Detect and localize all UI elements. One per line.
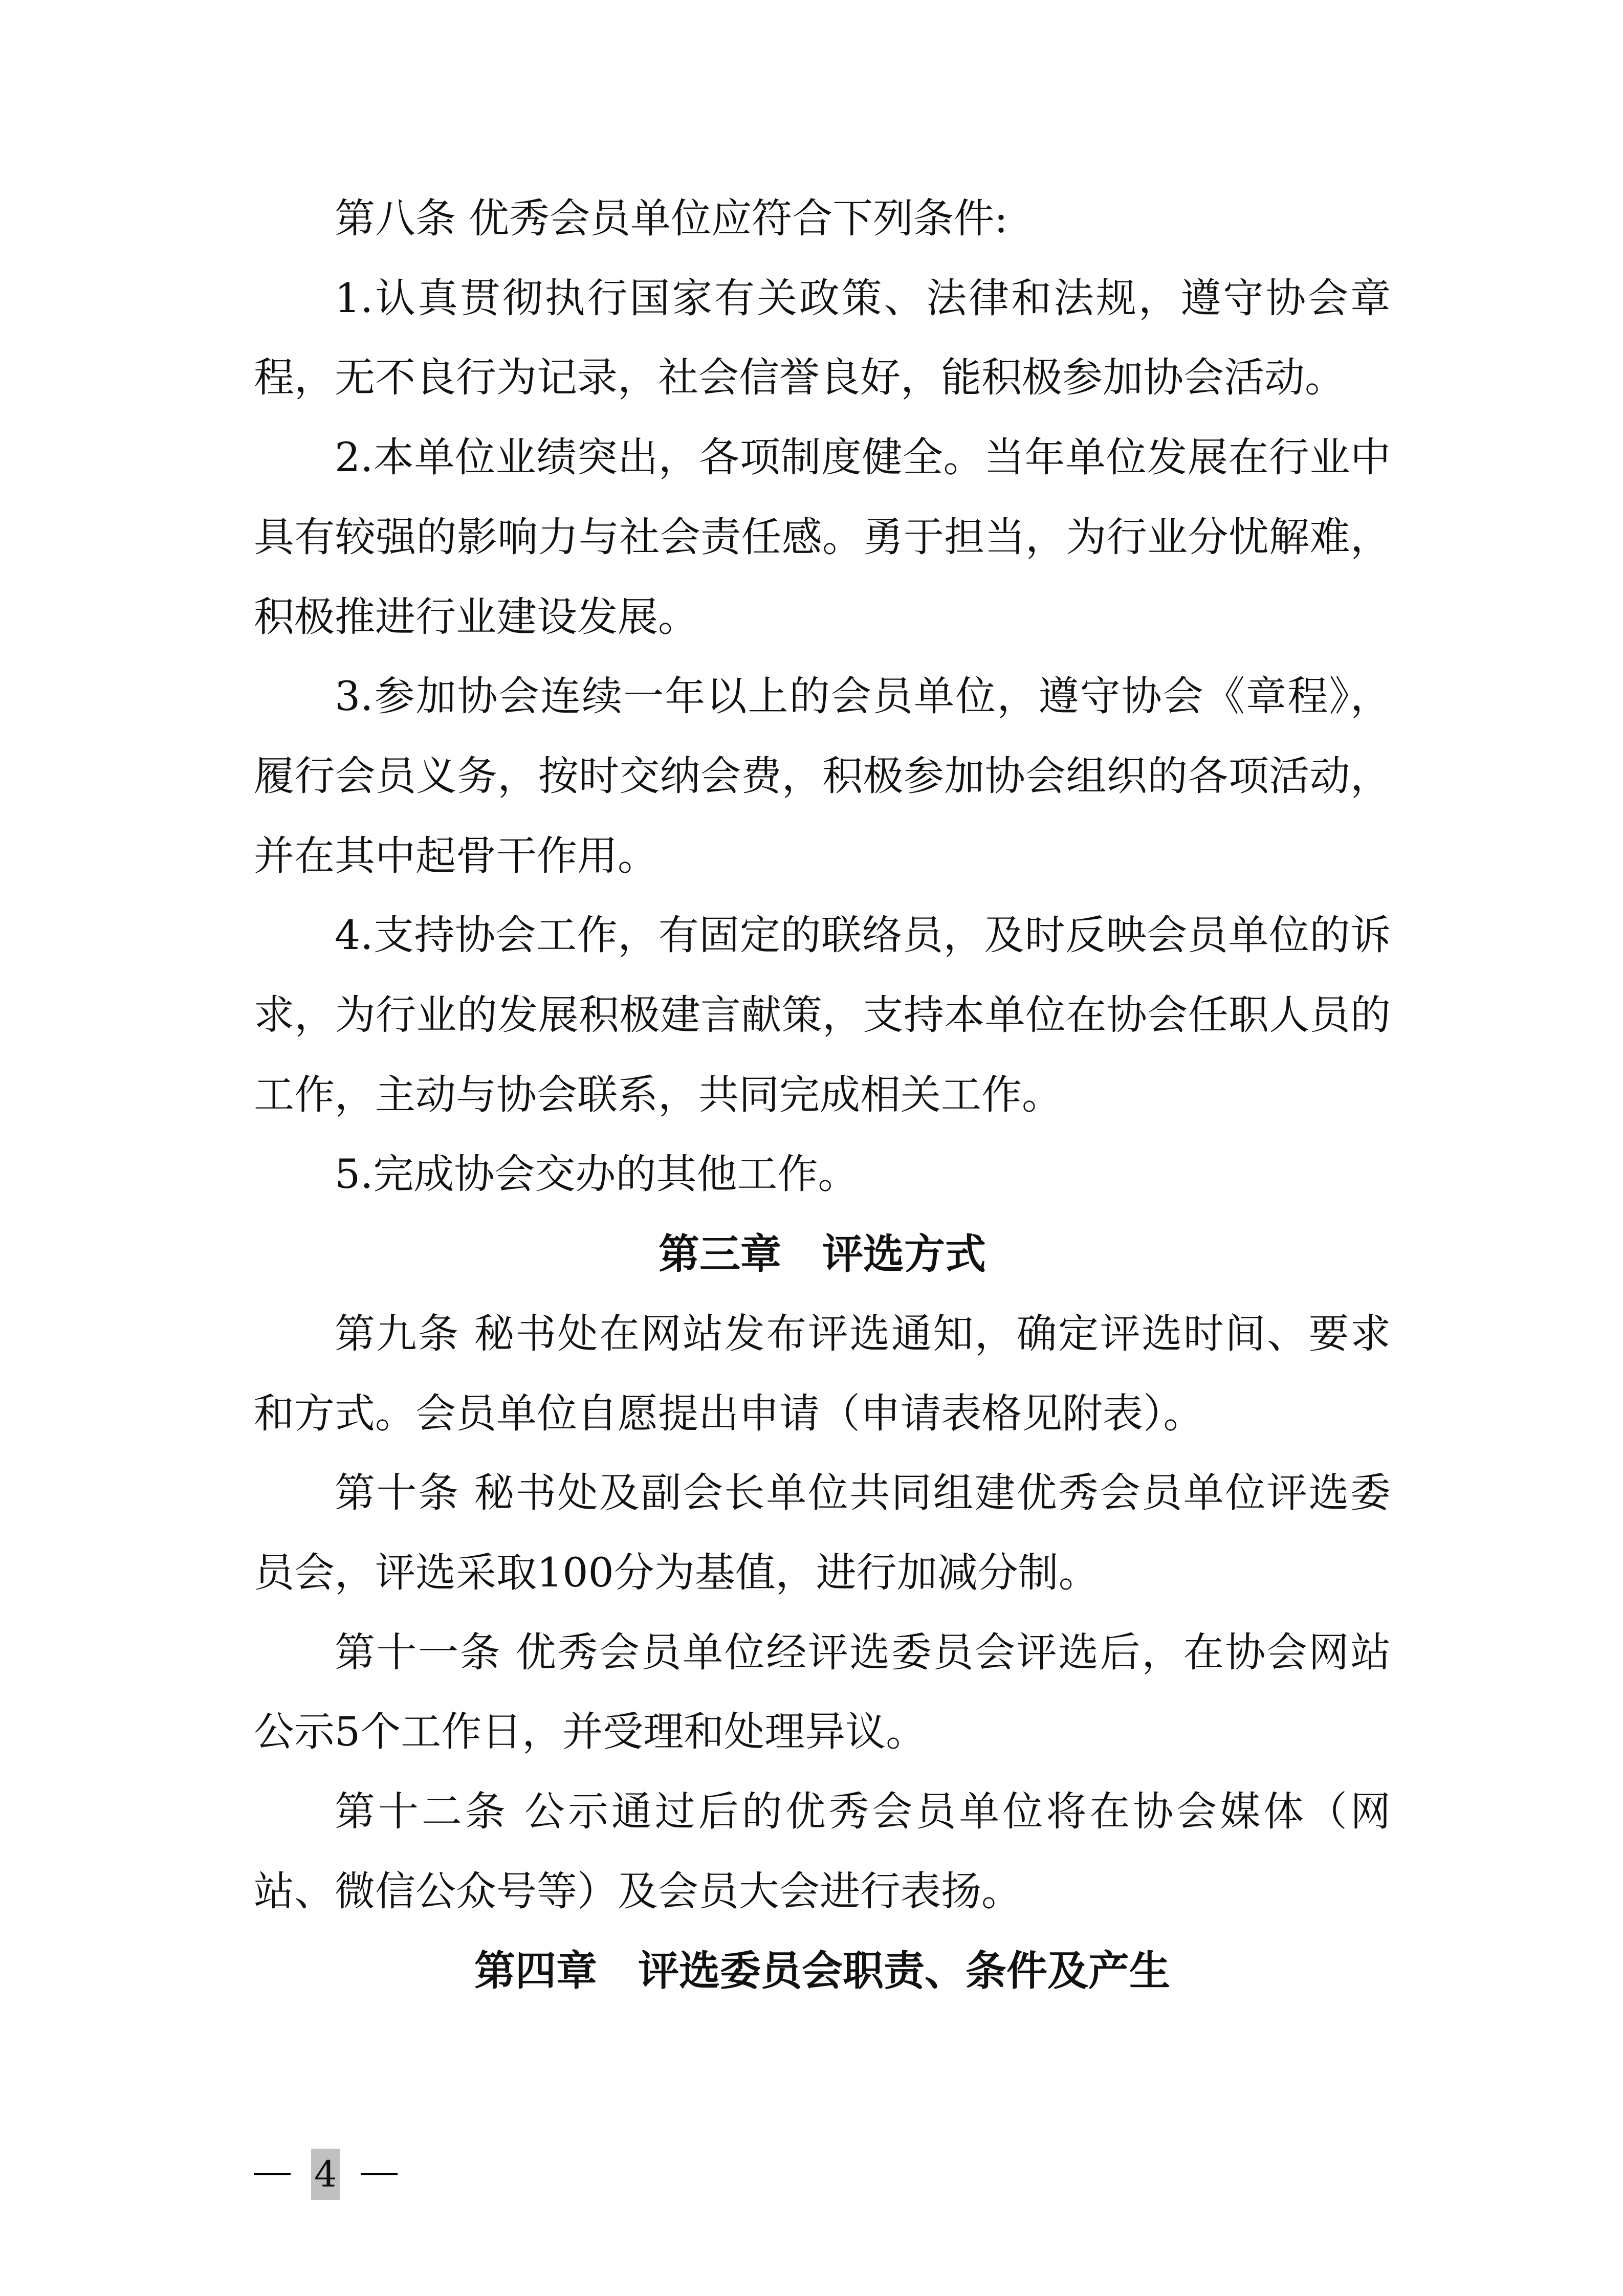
page-footer bbox=[254, 2149, 398, 2200]
article-paragraph: 5.完成协会交办的其他工作。 bbox=[335, 1151, 859, 1198]
chapter-heading: 第三章 评选方式 bbox=[659, 1230, 986, 1278]
article-paragraph: 第十二条 公示通过后的优秀会员单位将在协会媒体（网站、微信公众号等）及会员大会进行表扬。 bbox=[254, 1788, 1391, 1915]
article-paragraph: 第十条 秘书处及副会长单位共同组建优秀会员单位评选委员会，评选采取100分为基值，进行加减分制。 bbox=[254, 1469, 1391, 1596]
article-paragraph: 3.参加协会连续一年以上的会员单位，遵守协会《章程》，履行会员义务，按时交纳会费，积极参加协会组织的各项活动，并在其中起骨干作用。 bbox=[254, 673, 1391, 879]
footer-dash-left bbox=[254, 2173, 291, 2175]
article-paragraph: 4.支持协会工作，有固定的联络员，及时反映会员单位的诉求，为行业的发展积极建言献策，支持本单位在协会任职人员的工作，主动与协会联系，共同完成相关工作。 bbox=[254, 912, 1391, 1118]
document-body bbox=[254, 179, 1391, 2011]
chapter-heading: 第四章 评选委员会职责、条件及产生 bbox=[474, 1947, 1170, 1995]
footer-dash-right bbox=[361, 2173, 398, 2175]
article-paragraph: 第十一条 优秀会员单位经评选委员会评选后，在协会网站公示5个工作日，并受理和处理异议。 bbox=[254, 1628, 1391, 1756]
article-paragraph: 1.认真贯彻执行国家有关政策、法律和法规，遵守协会章程，无不良行为记录，社会信誉良好，能积极参加协会活动。 bbox=[254, 274, 1391, 402]
article-paragraph: 2.本单位业绩突出，各项制度健全。当年单位发展在行业中具有较强的影响力与社会责任感。勇于担当，为行业分忧解难，积极推进行业建设发展。 bbox=[254, 434, 1391, 641]
page-number: 4 bbox=[311, 2149, 340, 2200]
article-paragraph: 第九条 秘书处在网站发布评选通知，确定评选时间、要求和方式。会员单位自愿提出申请（申请表格见附表）。 bbox=[254, 1310, 1391, 1437]
article-paragraph: 第八条 优秀会员单位应符合下列条件: bbox=[335, 195, 1008, 242]
